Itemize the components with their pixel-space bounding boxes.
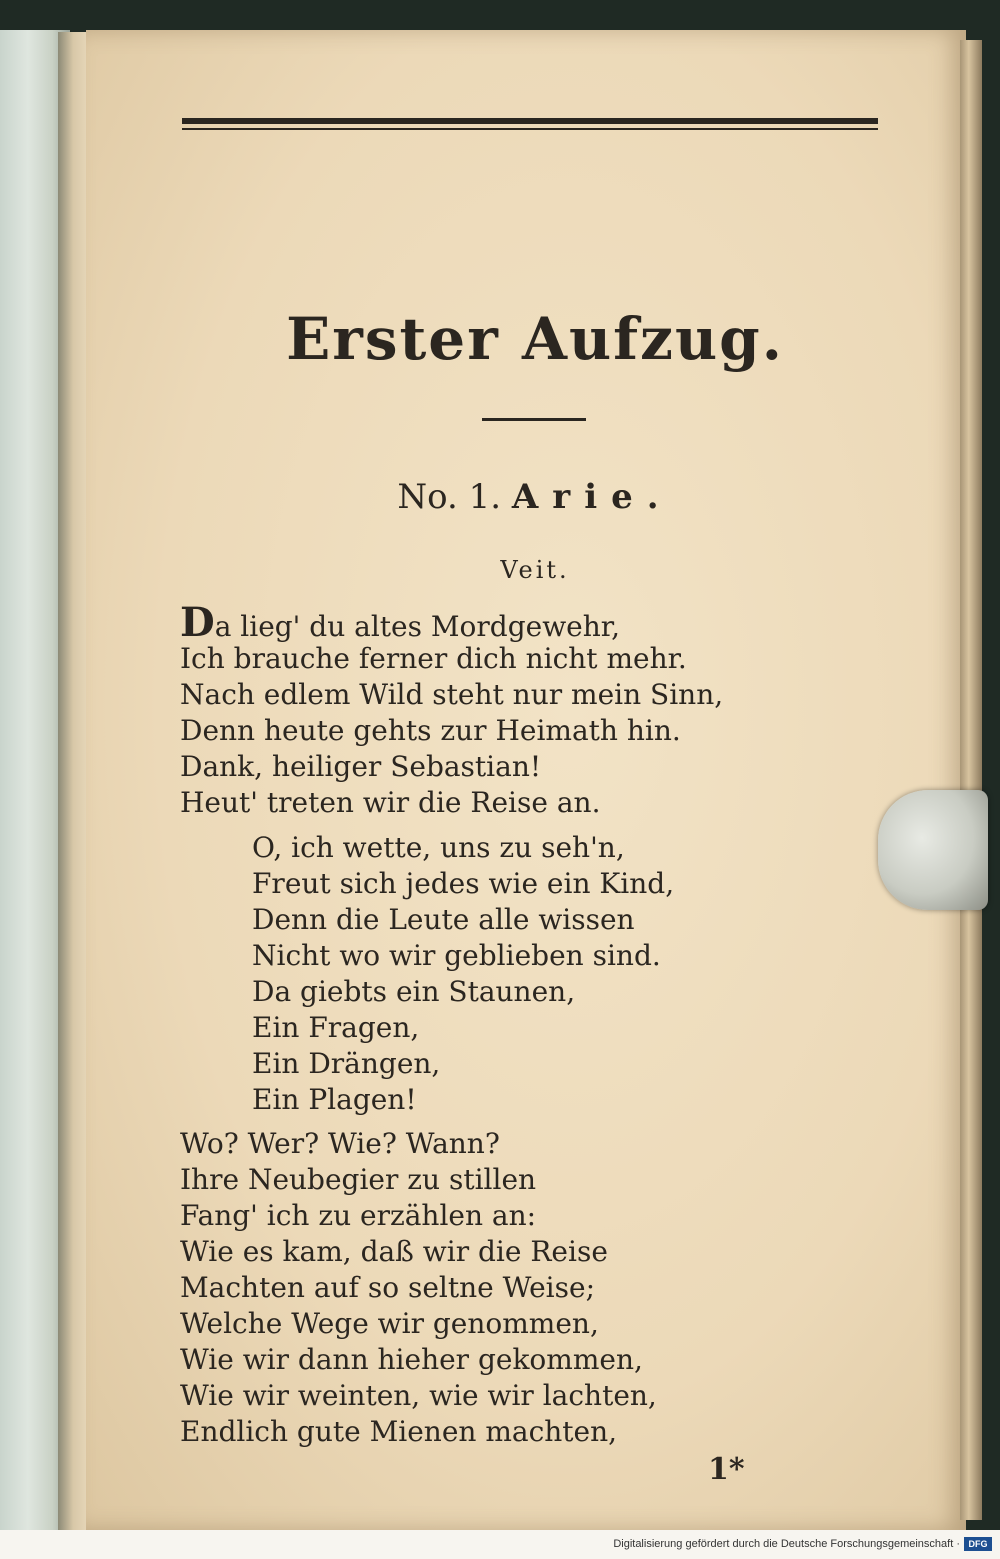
page-clip [878,790,988,910]
verse-line: Nach edlem Wild steht nur mein Sinn, [180,678,724,711]
page-edge [960,40,982,1520]
speaker-name: Veit. [500,556,570,584]
piece-number: No. 1. [397,477,502,517]
verse-line: Ein Drängen, [252,1047,441,1080]
header-rule-thin [182,128,878,130]
page-title: Erster Aufzug. [286,305,784,373]
verse-line: Machten auf so seltne Weise; [180,1271,595,1304]
signature-mark: 1* [708,1452,745,1487]
verse-line: Denn die Leute alle wissen [252,903,635,936]
verse-line: Ihre Neubegier zu stillen [180,1163,537,1196]
verse-line: Denn heute gehts zur Heimath hin. [180,714,681,747]
verse-line: Wie wir dann hieher gekommen, [180,1343,643,1376]
verse-line: Welche Wege wir genommen, [180,1307,599,1340]
piece-type: Arie. [511,477,673,517]
dfg-logo-icon: DFG [964,1537,992,1551]
stanza-3 [180,1126,657,1450]
title-rule [482,418,586,421]
verse-line: Wie wir weinten, wie wir lachten, [180,1379,657,1412]
verse-line: Nicht wo wir geblieben sind. [252,939,661,972]
verse-line: O, ich wette, uns zu seh'n, [252,831,625,864]
drop-cap: D [180,599,215,646]
verse-line: Da lieg' du altes Mordgewehr, [180,599,620,646]
verse-line: Ein Fragen, [252,1011,420,1044]
header-rule-thick [182,118,878,124]
verse-line: Ein Plagen! [252,1083,417,1116]
verse-line: Ich brauche ferner dich nicht mehr. [180,642,687,675]
piece-heading [0,477,1000,517]
stanza-2 [252,830,674,1118]
verse-line: Endlich gute Mienen machten, [180,1415,618,1448]
verse-line: Dank, heiliger Sebastian! [180,750,542,783]
verse-line: Wie es kam, daß wir die Reise [180,1235,608,1268]
verse-line: Freut sich jedes wie ein Kind, [252,867,675,900]
verse-line: Wo? Wer? Wie? Wann? [180,1127,500,1160]
stanza-1 [180,599,724,821]
verse-line: Fang' ich zu erzählen an: [180,1199,537,1232]
funding-credit: Digitalisierung gefördert durch die Deutsche Forschungsgemeinschaft · [613,1538,960,1550]
verse-line: Da giebts ein Staunen, [252,975,576,1008]
verse-line: Heut' treten wir die Reise an. [180,786,601,819]
